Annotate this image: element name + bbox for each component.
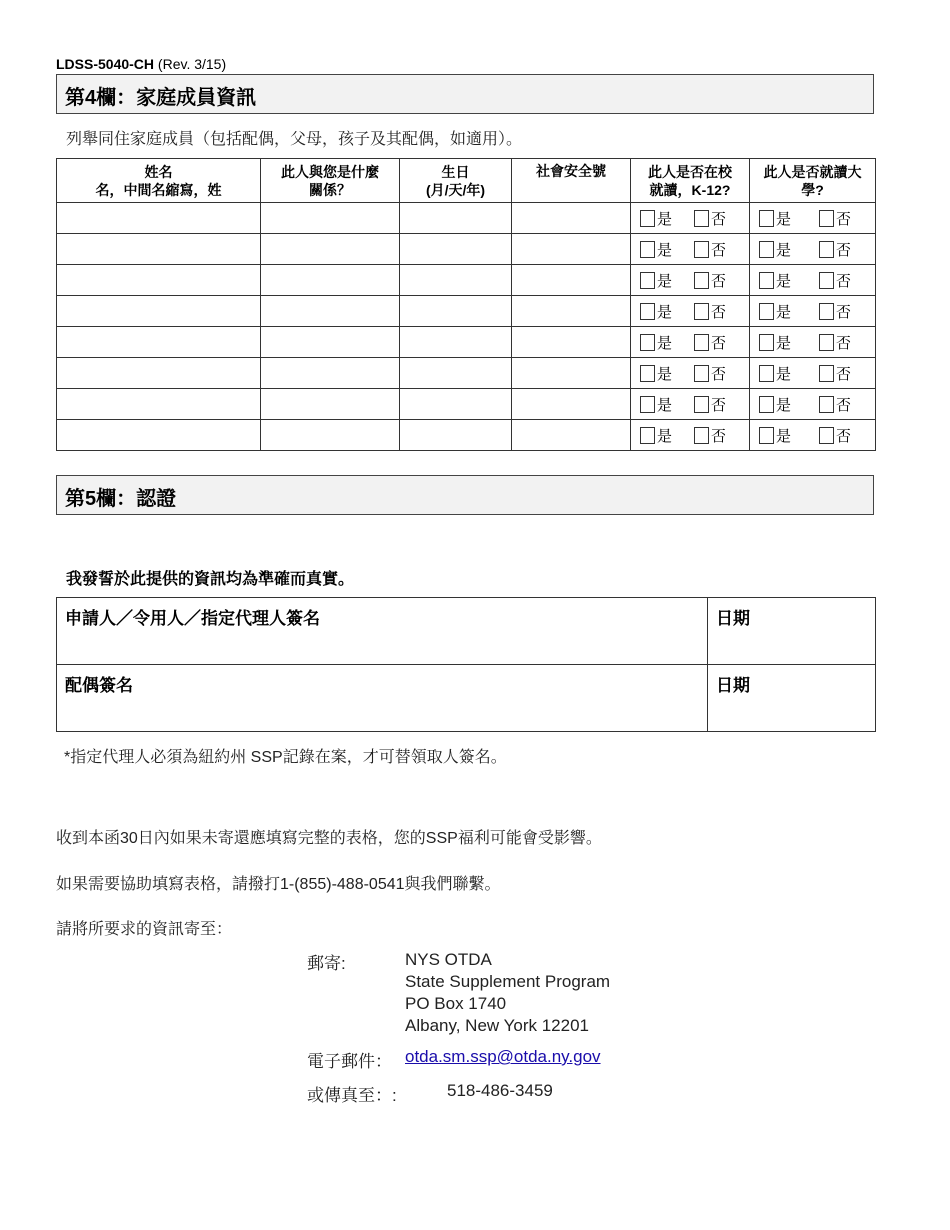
relationship-cell[interactable]: [261, 389, 400, 420]
col-header-relationship: 此人與您是什麼 關係？: [261, 159, 400, 203]
college-no-label: 否: [836, 241, 852, 259]
address-line: PO Box 1740: [405, 994, 507, 1013]
college-yes-label: 是: [776, 210, 792, 228]
name-cell[interactable]: [57, 327, 261, 358]
relationship-cell[interactable]: [261, 420, 400, 451]
table-row: [57, 327, 876, 358]
k12-no-checkbox[interactable]: [694, 334, 709, 351]
table-row: [57, 358, 876, 389]
relationship-cell[interactable]: [261, 358, 400, 389]
college-no-label: 否: [836, 396, 852, 414]
college-cell: [750, 296, 876, 327]
k12-no-label: 否: [711, 210, 727, 228]
ssn-cell[interactable]: [512, 296, 631, 327]
college-yes-checkbox[interactable]: [759, 334, 774, 351]
oath-statement: 我發誓於此提供的資訊均為準確而真實。: [66, 571, 355, 588]
k12-yes-no: [631, 327, 749, 357]
college-yes-checkbox[interactable]: [759, 210, 774, 227]
address-line: Albany, New York 12201: [405, 1016, 589, 1035]
k12-yes-checkbox[interactable]: [640, 303, 655, 320]
fax-label: 或傳真至：:: [307, 1086, 397, 1105]
applicant-signature-field[interactable]: 申請人／令用人／指定代理人簽名: [57, 598, 708, 665]
spouse-signature-row: [57, 665, 876, 732]
k12-no-checkbox[interactable]: [694, 303, 709, 320]
college-yes-checkbox[interactable]: [759, 365, 774, 382]
relationship-cell[interactable]: [261, 234, 400, 265]
college-cell: [750, 327, 876, 358]
k12-yes-no: [631, 389, 749, 419]
college-cell: [750, 358, 876, 389]
k12-cell: [631, 327, 750, 358]
college-no-checkbox[interactable]: [819, 334, 834, 351]
birthdate-cell[interactable]: [400, 420, 512, 451]
col-header-ssn: 社會安全號: [512, 159, 631, 203]
k12-no-checkbox[interactable]: [694, 272, 709, 289]
name-cell[interactable]: [57, 203, 261, 234]
mailing-address: [405, 949, 610, 1037]
applicant-signature-row: [57, 598, 876, 665]
college-yes-label: 是: [776, 396, 792, 414]
relationship-cell[interactable]: [261, 203, 400, 234]
k12-no-label: 否: [711, 396, 727, 414]
college-cell: [750, 420, 876, 451]
applicant-date-field[interactable]: 日期: [708, 598, 876, 665]
college-yes-no: [750, 327, 875, 357]
table-row: [57, 265, 876, 296]
household-members-table: [56, 158, 876, 451]
college-cell: [750, 234, 876, 265]
k12-cell: [631, 234, 750, 265]
k12-no-label: 否: [711, 303, 727, 321]
birthdate-cell[interactable]: [400, 265, 512, 296]
col-header-k12: 此人是否在校 就讀，K-12?: [631, 159, 750, 203]
k12-cell: [631, 203, 750, 234]
help-text: 如果需要協助填寫表格，請撥打1-(855)-488-0541與我們聯繫。: [56, 876, 501, 893]
section4-title: 第4欄：家庭成員資訊: [56, 74, 874, 114]
k12-no-label: 否: [711, 427, 727, 445]
col-header-college: 此人是否就讀大 學?: [750, 159, 876, 203]
table-row: [57, 203, 876, 234]
k12-yes-checkbox[interactable]: [640, 427, 655, 444]
college-cell: [750, 265, 876, 296]
table-row: [57, 296, 876, 327]
ssn-cell[interactable]: [512, 358, 631, 389]
college-yes-label: 是: [776, 427, 792, 445]
k12-yes-checkbox[interactable]: [640, 365, 655, 382]
section4-intro: 列舉同住家庭成員（包括配偶，父母，孩子及其配偶，如適用）。: [66, 131, 523, 148]
k12-yes-checkbox[interactable]: [640, 272, 655, 289]
k12-yes-label: 是: [657, 272, 673, 290]
college-no-checkbox[interactable]: [819, 272, 834, 289]
k12-yes-no: [631, 265, 749, 295]
k12-yes-no: [631, 296, 749, 326]
k12-yes-label: 是: [657, 365, 673, 383]
college-no-label: 否: [836, 365, 852, 383]
k12-yes-no: [631, 420, 749, 450]
birthdate-cell[interactable]: [400, 358, 512, 389]
k12-no-checkbox[interactable]: [694, 365, 709, 382]
relationship-cell[interactable]: [261, 296, 400, 327]
k12-no-label: 否: [711, 272, 727, 290]
college-yes-label: 是: [776, 303, 792, 321]
college-no-label: 否: [836, 427, 852, 445]
table-header-row: [57, 159, 876, 203]
k12-yes-checkbox[interactable]: [640, 396, 655, 413]
college-no-label: 否: [836, 303, 852, 321]
spouse-signature-field[interactable]: 配偶簽名: [57, 665, 708, 732]
k12-cell: [631, 389, 750, 420]
section5-title: 第5欄：認證: [56, 475, 874, 515]
k12-yes-label: 是: [657, 396, 673, 414]
college-yes-checkbox[interactable]: [759, 272, 774, 289]
email-link[interactable]: otda.sm.ssp@otda.ny.gov: [405, 1047, 601, 1066]
ssn-cell[interactable]: [512, 265, 631, 296]
birthdate-cell[interactable]: [400, 296, 512, 327]
k12-yes-label: 是: [657, 303, 673, 321]
form-code: LDSS-5040-CH: [56, 56, 155, 72]
k12-no-checkbox[interactable]: [694, 210, 709, 227]
college-cell: [750, 389, 876, 420]
k12-no-label: 否: [711, 241, 727, 259]
address-line: State Supplement Program: [405, 972, 611, 991]
college-yes-label: 是: [776, 272, 792, 290]
fax-number: 518-486-3459: [447, 1081, 553, 1100]
college-no-checkbox[interactable]: [819, 303, 834, 320]
birthdate-cell[interactable]: [400, 327, 512, 358]
ssn-cell[interactable]: [512, 420, 631, 451]
relationship-cell[interactable]: [261, 265, 400, 296]
college-yes-no: [750, 234, 875, 264]
k12-yes-no: [631, 358, 749, 388]
ssn-cell[interactable]: [512, 203, 631, 234]
agent-note: *指定代理人必須為紐約州 SSP記錄在案，才可替領取人簽名。: [64, 749, 507, 766]
college-no-checkbox[interactable]: [819, 427, 834, 444]
birthdate-cell[interactable]: [400, 234, 512, 265]
birthdate-cell[interactable]: [400, 203, 512, 234]
k12-cell: [631, 296, 750, 327]
table-row: [57, 389, 876, 420]
ssn-cell[interactable]: [512, 234, 631, 265]
col-header-birthdate: 生日 (月/天/年): [400, 159, 512, 203]
form-id: [56, 56, 226, 72]
college-no-checkbox[interactable]: [819, 365, 834, 382]
k12-yes-checkbox[interactable]: [640, 241, 655, 258]
college-yes-label: 是: [776, 241, 792, 259]
k12-yes-no: [631, 203, 749, 233]
form-revision: (Rev. 3/15): [157, 56, 227, 72]
k12-no-checkbox[interactable]: [694, 396, 709, 413]
college-yes-no: [750, 296, 875, 326]
address-line: NYS OTDA: [405, 950, 492, 969]
k12-yes-no: [631, 234, 749, 264]
k12-yes-label: 是: [657, 241, 673, 259]
college-no-checkbox[interactable]: [819, 396, 834, 413]
k12-yes-checkbox[interactable]: [640, 210, 655, 227]
k12-cell: [631, 358, 750, 389]
college-no-label: 否: [836, 210, 852, 228]
college-yes-no: [750, 389, 875, 419]
college-yes-checkbox[interactable]: [759, 427, 774, 444]
k12-no-label: 否: [711, 334, 727, 352]
college-yes-no: [750, 265, 875, 295]
relationship-cell[interactable]: [261, 327, 400, 358]
college-no-checkbox[interactable]: [819, 210, 834, 227]
college-no-label: 否: [836, 272, 852, 290]
college-cell: [750, 203, 876, 234]
name-cell[interactable]: [57, 420, 261, 451]
k12-no-checkbox[interactable]: [694, 427, 709, 444]
k12-no-label: 否: [711, 365, 727, 383]
ssn-cell[interactable]: [512, 327, 631, 358]
name-cell[interactable]: [57, 296, 261, 327]
email-label: 電子郵件：: [307, 1052, 392, 1071]
k12-yes-checkbox[interactable]: [640, 334, 655, 351]
name-cell[interactable]: [57, 389, 261, 420]
send-to-text: 請將所要求的資訊寄至：: [56, 921, 233, 938]
table-row: [57, 420, 876, 451]
k12-no-checkbox[interactable]: [694, 241, 709, 258]
k12-yes-label: 是: [657, 334, 673, 352]
college-yes-label: 是: [776, 334, 792, 352]
college-yes-label: 是: [776, 365, 792, 383]
college-yes-checkbox[interactable]: [759, 241, 774, 258]
name-cell[interactable]: [57, 358, 261, 389]
college-yes-checkbox[interactable]: [759, 396, 774, 413]
spouse-date-field[interactable]: 日期: [708, 665, 876, 732]
deadline-text: 收到本函30日內如果未寄還應填寫完整的表格，您的SSP福利可能會受影響。: [56, 830, 602, 847]
k12-cell: [631, 420, 750, 451]
k12-yes-label: 是: [657, 427, 673, 445]
ssn-cell[interactable]: [512, 389, 631, 420]
college-yes-no: [750, 203, 875, 233]
college-no-label: 否: [836, 334, 852, 352]
k12-yes-label: 是: [657, 210, 673, 228]
college-yes-no: [750, 420, 875, 450]
college-no-checkbox[interactable]: [819, 241, 834, 258]
signature-table: [56, 597, 876, 732]
table-row: [57, 234, 876, 265]
mail-label: 郵寄:: [307, 954, 346, 973]
col-header-name: 姓名 名，中間名縮寫，姓: [57, 159, 261, 203]
name-cell[interactable]: [57, 234, 261, 265]
college-yes-checkbox[interactable]: [759, 303, 774, 320]
birthdate-cell[interactable]: [400, 389, 512, 420]
college-yes-no: [750, 358, 875, 388]
name-cell[interactable]: [57, 265, 261, 296]
k12-cell: [631, 265, 750, 296]
